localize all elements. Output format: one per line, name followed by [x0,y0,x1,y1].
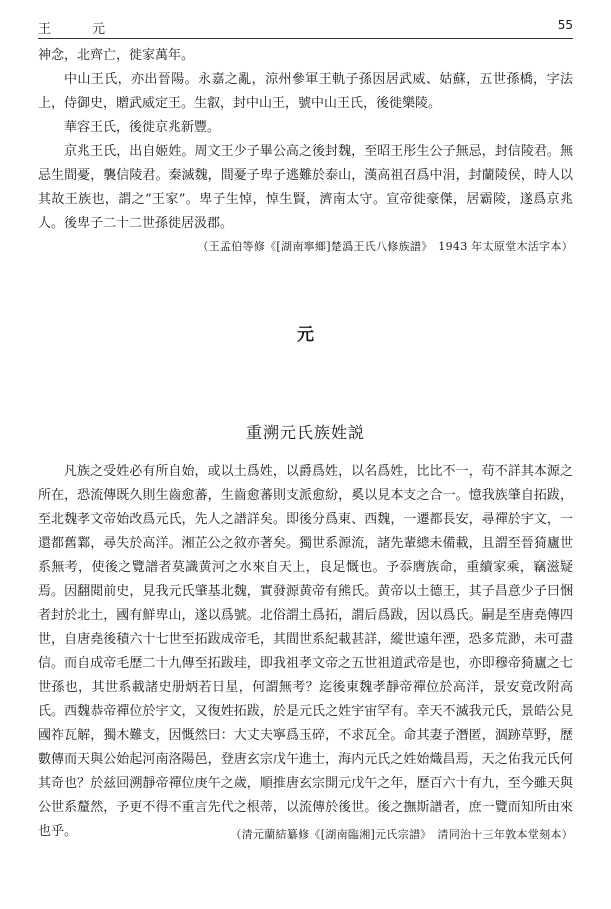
running-header [38,14,573,39]
paragraph: 凡族之受姓必有所自始，或以土爲姓，以爵爲姓，以名爲姓，比比不一，茍不詳其本源之所在，恐流傳既久則生齒愈蕃，生齒愈蕃則支派愈紛，奚以見本支之合一。憶我族肇自拓跋，至北魏孝文帝始改爲元氏，先人之譜詳矣。即後分爲東、西魏，一遷都長安，尋禪於宇文，一還都舊鄴，尋失於高洋。湘芷公之敘亦著矣。獨世系源流，諸先輩總未備載，且謂至晉猗廬世系無考，使後之覽譜者莫識黄河之水來自天上，良足慨也。予忝膺族命，重續家乘，竊滋疑焉。因翻閲前史，見我元氏肇基北魏，實發源黄帝有熊氏。黄帝以土德王，其子昌意少子曰悃者封於北土，國有鮮卑山，遂以爲號。北俗謂土爲拓，謂后爲跋，因以爲氏。嗣是至唐堯傳四世，自唐堯後積六十七世至拓跋成帝毛，其間世系紀載甚詳，縱世遠年湮，恐多荒渺，未可盡信。而自成帝毛歷二十九傳至拓跋珪，即我祖孝文帝之五世祖道武帝是也，亦即穆帝猗廬之七世孫也，其世系載諸史册炳若日星，何謂無考？迄後東魏孝靜帝禪位於高洋，景安竟改附高氏。西魏恭帝禪位於宇文，又復姓拓跋，於是元氏之姓宇宙罕有。幸天不滅我元氏，景皓公見國祚瓦解，獨木難支，因慨然曰：大丈夫寧爲玉碎，不求瓦全。命其妻子潛匿，涸跡草野，歷數傳而天與公始起河南洛陽邑，登唐玄宗戊午進士，海内元氏之姓始熾昌焉，天之佑我元氏何其奇也？於兹回溯靜帝禪位庚午之歲，順推唐玄宗開元戊午之年，歷百六十有九，至今雖天與公世系釐然，予更不得不重言先代之根蒂，以流傳於後世。後之撫斯譜者，庶一覽而知所由來也乎。 [38,464,573,839]
running-title: 王 元 [38,22,120,37]
paragraph: 神念，北齊亡，徙家萬年。 [38,48,195,63]
article-body [38,460,573,844]
paragraph: 京兆王氏，出自姬姓。周文王少子畢公高之後封魏，至昭王彤生公子無忌，封信陵君。無忌生間憂，襲信陵君。秦滅魏，間憂子卑子逃難於泰山，漢高祖召爲中涓，封蘭陵侯，時人以其故王族也，謂之“王家”。卑子生悼，悼生賢，濟南太守。宣帝徙豪傑，居霸陵，遂爲京兆人。後卑子二十二世孫徙居汲郡。 [38,144,573,231]
article-title: 重溯元氏族姓説 [245,423,365,442]
page-number: 55 [557,18,573,32]
section-title: 元 [297,325,314,345]
source-citation: （王孟伯等修《[湖南寧鄉]楚潙王氏八修族譜》 1943 年太原堂木活字本） [197,240,573,253]
paragraph: 華容王氏，後徙京兆新豐。 [64,120,221,135]
article-source-citation: （清元蘭結纂修《[湖南臨湘]元氏宗譜》 清同治十三年敦本堂刻本） [230,828,573,841]
top-text-block [38,44,573,236]
paragraph: 中山王氏，亦出晉陽。永嘉之亂，涼州參軍王軌子孫因居武威、姑蘇，五世孫橋，字法上，侍御史，贈武威定王。生叡，封中山王，號中山王氏，後徙樂陵。 [38,72,573,111]
